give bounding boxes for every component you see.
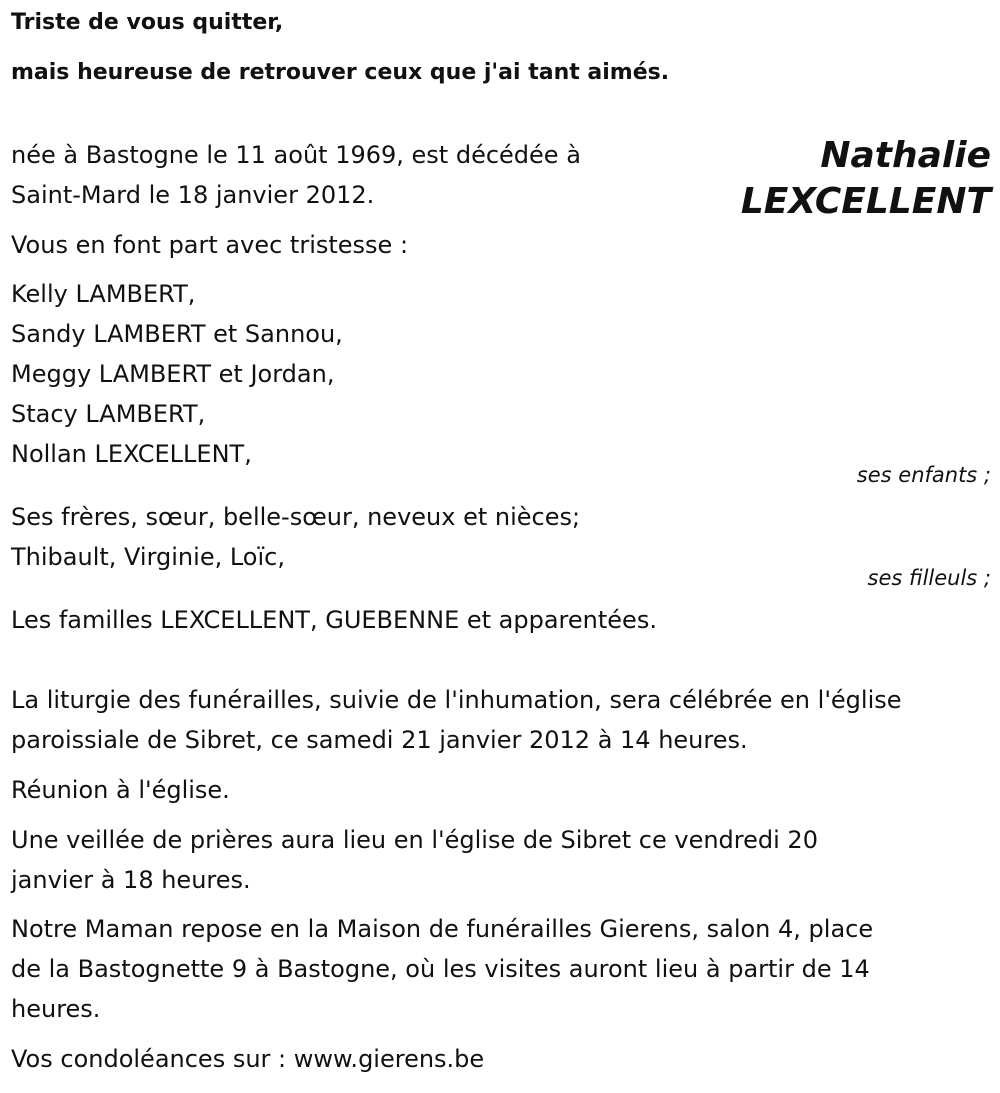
families-line: Les familles LEXCELLENT, GUEBENNE et apparentées.	[11, 606, 657, 634]
rest-line-2: de la Bastognette 9 à Bastogne, où les visites auront lieu à partir de 14	[11, 955, 870, 983]
deceased-name	[741, 133, 991, 225]
funeral-line-2: paroissiale de Sibret, ce samedi 21 janvier 2012 à 14 heures.	[11, 726, 748, 754]
deceased-first-name: Nathalie	[820, 135, 991, 176]
intro-text: Vous en font part avec tristesse :	[11, 231, 409, 259]
vigil-line-1: Une veillée de prières aura lieu en l'église de Sibret ce vendredi 20	[11, 826, 818, 854]
birth-death-line-1: née à Bastogne le 11 août 1969, est décédée à	[11, 141, 581, 169]
child-name: Sandy LAMBERT et Sannou,	[11, 320, 343, 348]
rest-line-1: Notre Maman repose en la Maison de funérailles Gierens, salon 4, place	[11, 915, 874, 943]
godchildren-line: Thibault, Virginie, Loïc,	[11, 543, 285, 571]
child-name: Nollan LEXCELLENT,	[11, 440, 252, 468]
birth-death-line-2: Saint-Mard le 18 janvier 2012.	[11, 181, 375, 209]
vigil-line-2: janvier à 18 heures.	[11, 866, 251, 894]
condolences-line: Vos condoléances sur : www.gierens.be	[11, 1045, 485, 1073]
godchildren-label: ses filleuls ;	[867, 566, 991, 590]
funeral-line-1: La liturgie des funérailles, suivie de l'inhumation, sera célébrée en l'église	[11, 686, 902, 714]
child-name: Meggy LAMBERT et Jordan,	[11, 360, 335, 388]
children-label: ses enfants ;	[856, 463, 991, 487]
meeting-line: Réunion à l'église.	[11, 776, 230, 804]
child-name: Stacy LAMBERT,	[11, 400, 206, 428]
deceased-last-name: LEXCELLENT	[740, 181, 991, 222]
child-name: Kelly LAMBERT,	[11, 280, 196, 308]
siblings-line: Ses frères, sœur, belle-sœur, neveux et nièces;	[11, 503, 581, 531]
opening-quote-line-2: mais heureuse de retrouver ceux que j'ai tant aimés.	[11, 60, 670, 85]
opening-quote-line-1: Triste de vous quitter,	[11, 10, 284, 35]
rest-line-3: heures.	[11, 995, 101, 1023]
